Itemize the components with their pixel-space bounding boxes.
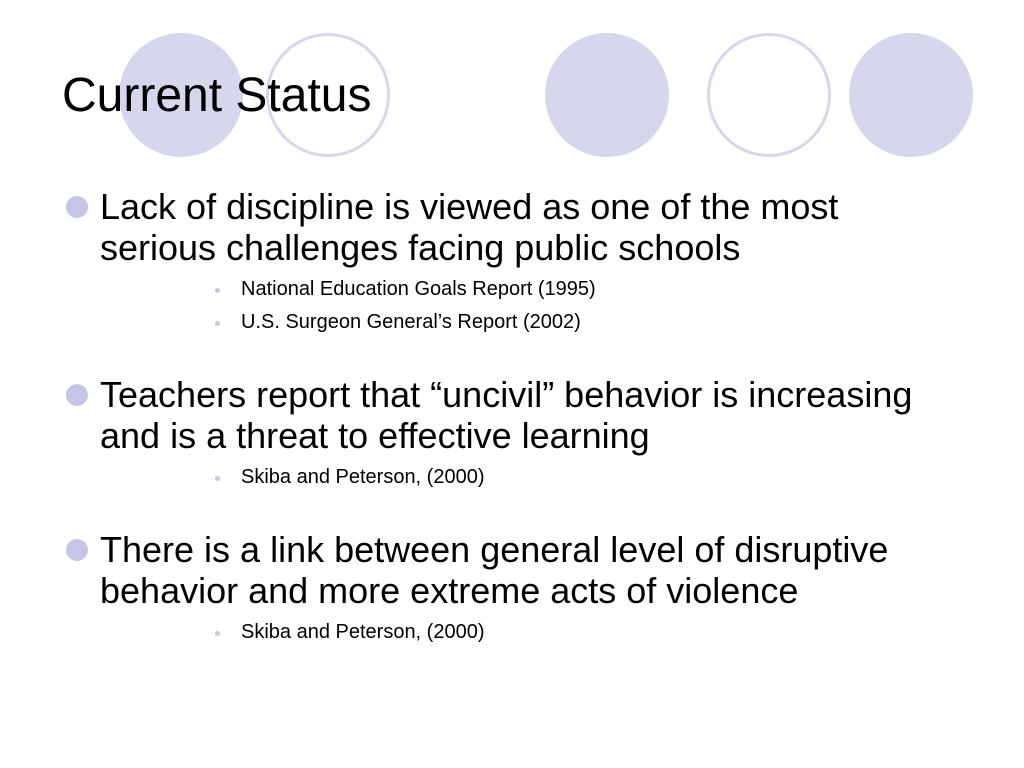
sub-bullet <box>100 306 962 339</box>
bullet-item <box>62 186 962 339</box>
bullet-text: There is a link between general level of disruptive behavior and more extreme acts of violence <box>100 529 889 611</box>
bullet-dot-icon <box>66 384 88 406</box>
sub-bullet-list <box>100 616 962 649</box>
sub-bullet <box>100 616 962 649</box>
sub-bullet-dot-icon <box>215 476 220 481</box>
decorative-circle-filled <box>545 33 669 157</box>
sub-bullet-text: National Education Goals Report (1995) <box>241 278 596 300</box>
sub-bullet-dot-icon <box>215 631 220 636</box>
bullet-text: Lack of discipline is viewed as one of the most serious challenges facing public schools <box>100 186 839 268</box>
decorative-circle-filled <box>849 33 973 157</box>
sub-bullet-dot-icon <box>215 288 220 293</box>
sub-bullet-text: Skiba and Peterson, (2000) <box>241 466 485 488</box>
sub-bullet-list <box>100 273 962 339</box>
bullet-dot-icon <box>66 539 88 561</box>
bullet-text: Teachers report that “uncivil” behavior is increasing and is a threat to effective learning <box>100 374 913 456</box>
decorative-circle-outline <box>707 33 831 157</box>
sub-bullet <box>100 461 962 494</box>
bullet-item <box>62 529 962 649</box>
slide-title: Current Status <box>62 69 372 122</box>
sub-bullet-text: Skiba and Peterson, (2000) <box>241 621 485 643</box>
bullet-list <box>62 186 962 649</box>
sub-bullet-list <box>100 461 962 494</box>
bullet-dot-icon <box>66 196 88 218</box>
sub-bullet-dot-icon <box>215 321 220 326</box>
sub-bullet <box>100 273 962 306</box>
bullet-item <box>62 374 962 494</box>
sub-bullet-text: U.S. Surgeon General’s Report (2002) <box>241 311 581 333</box>
